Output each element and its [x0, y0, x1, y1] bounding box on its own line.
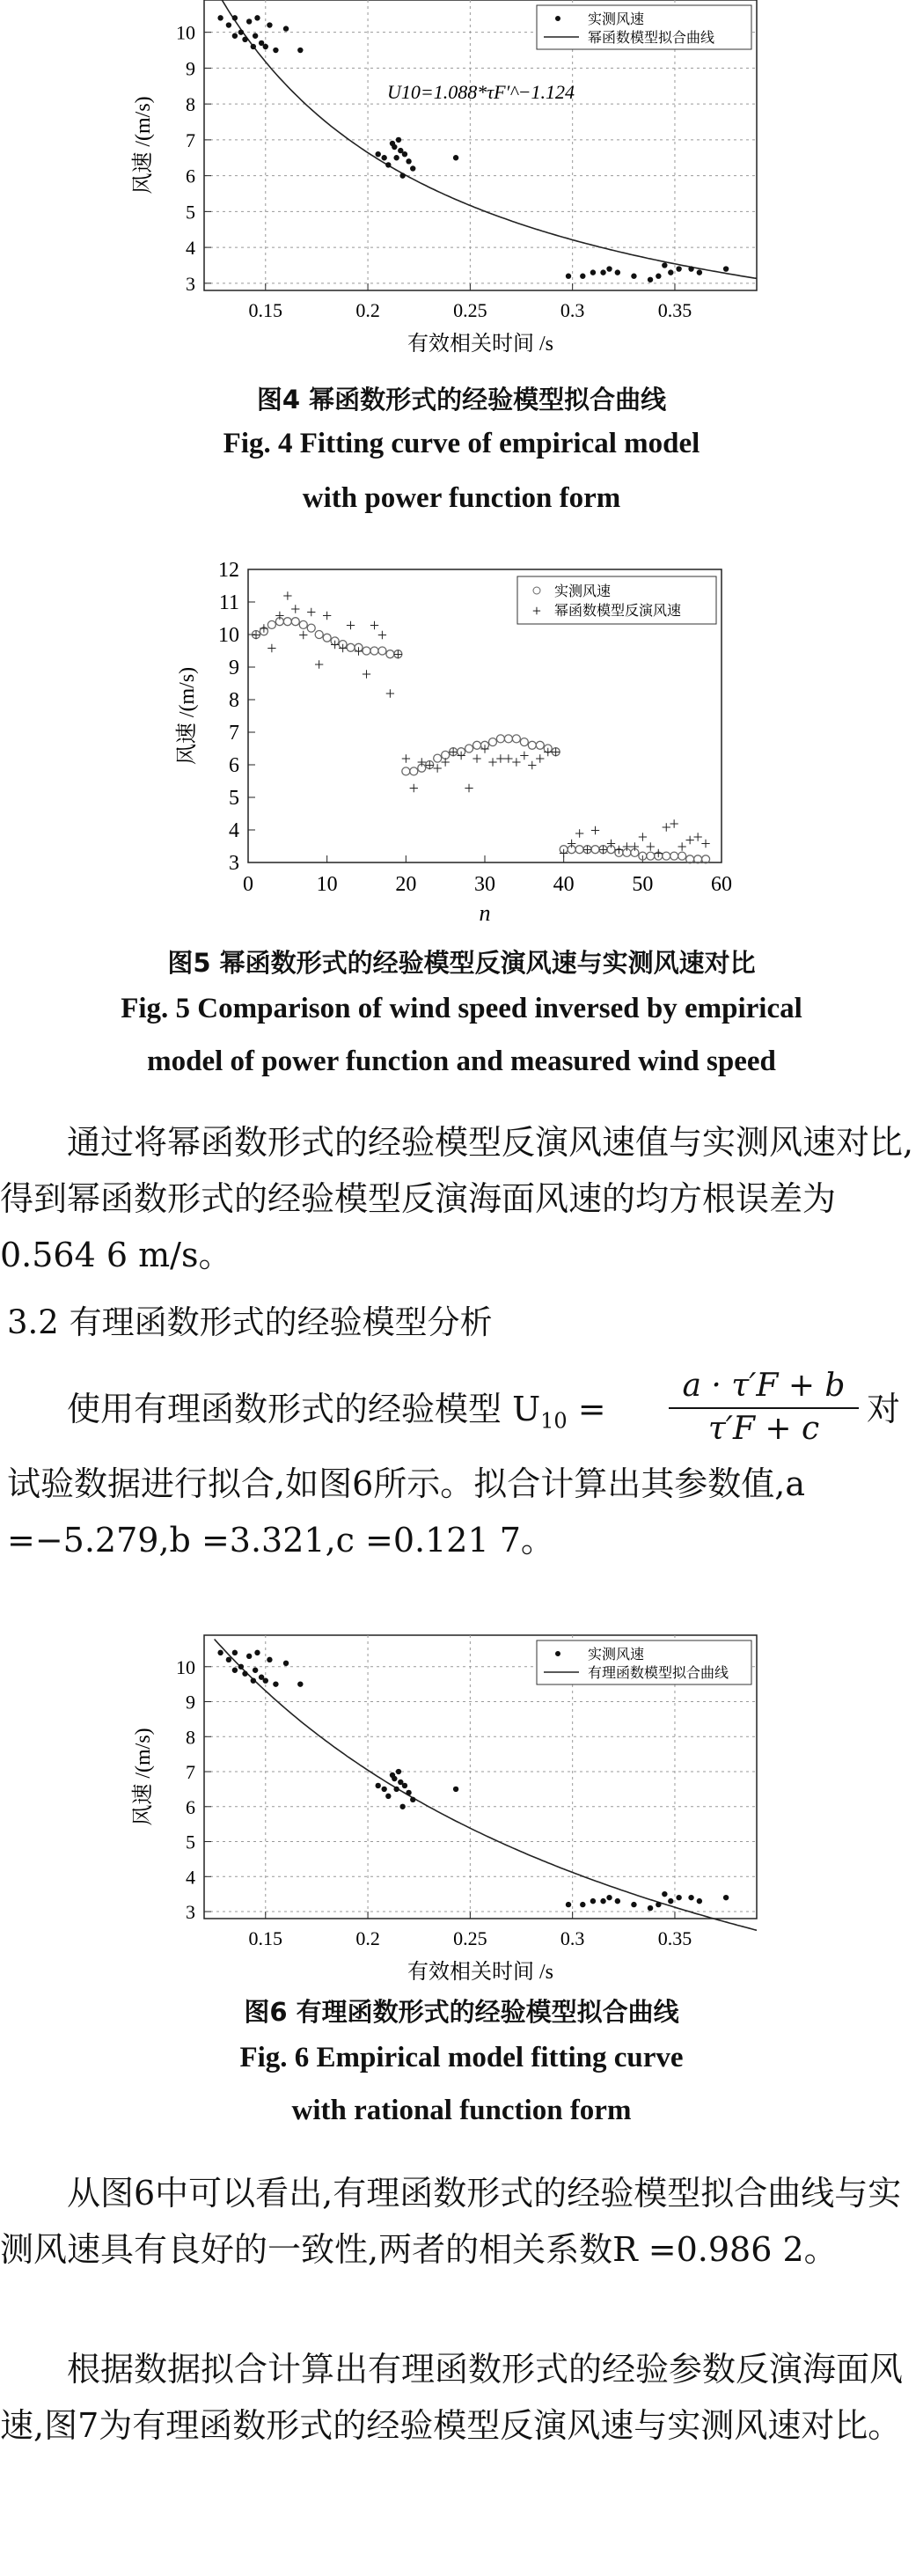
data-point	[566, 1902, 571, 1907]
data-point	[590, 1898, 596, 1904]
inversed-point: +	[456, 745, 466, 766]
data-point	[385, 162, 391, 167]
y-tick-label: 6	[186, 165, 195, 187]
x-tick-label: 0.2	[355, 1927, 380, 1949]
inversed-point: +	[424, 756, 435, 775]
inversed-point: +	[503, 749, 514, 769]
y-tick-label: 9	[229, 657, 239, 679]
y-tick-label: 3	[229, 852, 239, 875]
data-point	[267, 1657, 272, 1662]
inversed-point: +	[440, 752, 451, 773]
y-tick-label: 10	[176, 1655, 195, 1678]
para2-tail: 对	[867, 1390, 901, 1428]
x-tick-label: 0.25	[453, 299, 487, 321]
x-tick-label: 30	[474, 873, 495, 896]
paragraph-figure7-intro: 根据数据拟合计算出有理函数形式的经验参数反演海面风速,图7为有理函数形式的经验模型反演风速与实测风速对比。	[0, 2350, 904, 2445]
fig5-caption-en-1: Fig. 5 Comparison of wind speed inversed by empirical	[121, 993, 802, 1024]
inversed-point: +	[637, 827, 648, 848]
figure-4-chart	[0, 0, 923, 370]
data-point	[688, 1895, 693, 1900]
legend-label-curve: 幂函数模型拟合曲线	[588, 31, 715, 46]
x-tick-label: 0	[243, 873, 253, 896]
data-point	[385, 1794, 391, 1799]
inversed-point: +	[677, 837, 687, 857]
inversed-point: +	[605, 833, 617, 854]
data-point	[232, 1650, 238, 1655]
data-point	[242, 1671, 247, 1677]
data-point	[399, 1804, 405, 1809]
fig4-caption-cn: 图4 幂函数形式的经验模型拟合曲线	[256, 385, 667, 415]
inversed-point: +	[251, 626, 261, 645]
inversed-point: +	[345, 615, 356, 635]
y-tick-label: 5	[186, 1831, 195, 1853]
inversed-point: +	[621, 837, 633, 857]
data-point	[676, 266, 681, 271]
measured-point	[363, 647, 370, 655]
u-subscript: 10	[540, 1408, 568, 1434]
x-tick-label: 0.25	[453, 1927, 487, 1949]
data-point	[381, 155, 386, 160]
inversed-point: +	[361, 664, 372, 685]
data-point	[688, 266, 693, 271]
y-tick-label: 7	[229, 722, 239, 745]
measured-point	[520, 738, 528, 746]
y-tick-label: 4	[229, 819, 239, 842]
data-point	[226, 22, 231, 27]
y-tick-label: 4	[186, 1866, 195, 1889]
data-point	[453, 1787, 458, 1792]
fig6-caption-cn: 图6 有理函数形式的经验模型拟合曲线	[244, 1997, 679, 2027]
y-tick-label: 7	[186, 1761, 195, 1784]
inversed-point: +	[369, 615, 380, 635]
inversed-point: +	[692, 827, 703, 848]
figure-6-chart	[0, 1619, 923, 1989]
data-point	[668, 1898, 673, 1904]
paragraph-parameters: 试验数据进行拟合,如图6所示。拟合计算出其参数值,a =−5.279,b =3.321,c =0.121 7。	[7, 1464, 805, 1560]
inversed-point: +	[519, 745, 530, 766]
measured-point	[663, 852, 670, 860]
fig5-caption-en-2: model of power function and measured wind speed	[147, 1046, 776, 1077]
data-point	[676, 1895, 681, 1900]
inversed-point: +	[495, 749, 506, 769]
x-tick-label: 0.2	[355, 299, 380, 321]
measured-point	[504, 735, 512, 743]
y-tick-label: 4	[186, 237, 195, 260]
data-point	[396, 137, 401, 143]
x-tick-label: 60	[711, 873, 732, 896]
data-point	[283, 1661, 289, 1666]
x-tick-label: 50	[632, 873, 654, 896]
inversed-point: +	[337, 638, 348, 658]
y-tick-label: 10	[218, 624, 239, 647]
y-tick-label: 6	[186, 1795, 195, 1818]
data-point	[232, 33, 238, 39]
data-point	[656, 274, 661, 279]
legend-marker-inversed: +	[531, 602, 542, 620]
data-point	[580, 274, 585, 279]
data-point	[631, 1902, 636, 1907]
y-tick-label: 9	[186, 57, 195, 80]
data-point	[273, 48, 278, 53]
section-heading-3-2: 3.2 有理函数形式的经验模型分析	[7, 1303, 493, 1341]
y-tick-label: 7	[186, 128, 195, 151]
data-point	[631, 274, 636, 279]
y-tick-label: 10	[176, 21, 195, 44]
inversed-point: +	[487, 752, 498, 773]
inversed-point: +	[597, 840, 609, 861]
inversed-point: +	[385, 684, 396, 704]
inversed-point: +	[267, 638, 277, 658]
inversed-point: +	[472, 749, 482, 769]
data-point	[242, 37, 247, 42]
data-point	[590, 269, 596, 275]
inversed-point: +	[329, 635, 341, 656]
y-axis-label: 风速 /(m/s)	[176, 666, 199, 766]
data-point	[263, 44, 268, 49]
data-point	[253, 33, 258, 39]
inversed-point: +	[669, 814, 679, 834]
inversed-point: +	[582, 840, 593, 861]
inversed-point: +	[322, 605, 333, 626]
data-point	[606, 266, 612, 271]
data-point	[263, 1677, 268, 1683]
inversed-point: +	[551, 743, 561, 763]
data-point	[723, 266, 729, 271]
data-point	[254, 1650, 260, 1655]
inversed-point: +	[275, 605, 285, 626]
x-tick-label: 0.35	[657, 299, 692, 321]
data-point	[393, 155, 399, 160]
data-point	[251, 1677, 256, 1683]
y-tick-label: 11	[218, 591, 239, 614]
data-point	[697, 1898, 702, 1904]
inversed-point: +	[543, 743, 553, 763]
paragraph-rmse: 通过将幂函数形式的经验模型反演风速值与实测风速对比,得到幂函数形式的经验模型反演海面风速的均方根误差为0.564 6 m/s。	[0, 1123, 914, 1274]
inversed-point: +	[653, 843, 663, 863]
data-point	[283, 26, 289, 31]
inversed-point: +	[511, 752, 522, 773]
inversed-point: +	[306, 603, 317, 623]
data-point	[662, 262, 667, 268]
x-axis-label: 有效相关时间 /s	[407, 333, 554, 356]
y-tick-label: 6	[229, 754, 239, 777]
inversed-point: +	[613, 840, 625, 861]
measured-point	[307, 624, 315, 632]
inversed-point: +	[448, 743, 458, 763]
legend-label-points: 实测风速	[588, 12, 645, 27]
para2-lead: 使用有理函数形式的经验模型 U	[67, 1390, 541, 1428]
inversed-point: +	[298, 626, 309, 645]
fig4-caption-en-1: Fig. 4 Fitting curve of empirical model	[223, 428, 700, 459]
x-tick-label: 40	[553, 873, 575, 896]
data-point	[381, 1787, 386, 1792]
x-axis-label: 有效相关时间 /s	[407, 1961, 554, 1984]
data-point	[246, 1654, 252, 1659]
y-tick-label: 8	[186, 93, 195, 116]
inversed-point: +	[416, 752, 427, 773]
data-point	[232, 1668, 238, 1673]
data-point	[615, 269, 620, 275]
data-point	[254, 15, 260, 20]
measured-point	[488, 738, 496, 746]
y-tick-label: 8	[229, 689, 239, 712]
legend-label-curve: 有理函数模型拟合曲线	[588, 1666, 729, 1681]
data-point	[392, 144, 397, 150]
data-point	[566, 274, 571, 279]
data-point	[668, 269, 673, 275]
data-point	[656, 1902, 661, 1907]
x-tick-label: 10	[316, 873, 338, 896]
y-tick-label: 3	[186, 1901, 195, 1924]
data-point	[606, 1895, 612, 1900]
y-tick-label: 9	[186, 1691, 195, 1714]
x-tick-label: 0.15	[248, 299, 283, 321]
paragraph-correlation: 从图6中可以看出,有理函数形式的经验模型拟合曲线与实测风速具有良好的一致性,两者的相关系数R =0.986 2。	[0, 2174, 902, 2269]
fig4-caption-en-2: with power function form	[302, 482, 621, 514]
inversed-point: +	[392, 645, 404, 665]
x-tick-label: 0.3	[560, 1927, 585, 1949]
inversed-point: +	[645, 837, 656, 857]
data-point	[648, 1905, 653, 1911]
inversed-point: +	[259, 619, 269, 639]
fraction	[669, 1368, 859, 1447]
fig6-caption-en-1: Fig. 6 Empirical model fitting curve	[239, 2042, 684, 2073]
data-point	[723, 1895, 729, 1900]
inversed-point: +	[282, 586, 293, 606]
legend-label-points: 实测风速	[588, 1648, 645, 1662]
y-axis-label: 风速 /(m/s)	[132, 96, 155, 194]
inversed-point: +	[574, 824, 585, 844]
inversed-point: +	[353, 642, 364, 662]
measured-point	[315, 631, 323, 639]
inversed-point: +	[432, 759, 443, 779]
data-point	[615, 1898, 620, 1904]
measured-point	[370, 647, 378, 655]
inversed-point: +	[527, 756, 538, 775]
data-point	[246, 18, 252, 24]
inversed-point: +	[661, 818, 671, 838]
data-point	[376, 151, 381, 157]
data-point	[648, 277, 653, 283]
y-tick-label: 8	[186, 1726, 195, 1749]
data-point	[238, 29, 244, 34]
data-point	[251, 44, 256, 49]
inversed-point: +	[629, 837, 641, 857]
data-point	[410, 1797, 415, 1802]
data-point	[453, 155, 458, 160]
inversed-point: +	[535, 749, 546, 769]
data-point	[410, 165, 415, 171]
data-point	[232, 15, 238, 20]
data-point	[217, 1650, 223, 1655]
inversed-point: +	[314, 655, 325, 675]
data-point	[393, 1787, 399, 1792]
data-point	[376, 1783, 381, 1788]
measured-point	[496, 735, 504, 743]
y-tick-label: 5	[229, 787, 239, 810]
inversed-point: +	[377, 626, 388, 645]
inversed-point: +	[400, 749, 411, 769]
inversed-point: +	[408, 778, 419, 798]
inversed-point: +	[685, 831, 695, 851]
data-point	[600, 1898, 605, 1904]
data-point	[396, 1769, 401, 1774]
measured-point	[512, 735, 520, 743]
fig5-caption-cn: 图5 幂函数形式的经验模型反演风速与实测风速对比	[167, 948, 756, 978]
x-tick-label: 0.3	[560, 299, 585, 321]
data-point	[600, 269, 605, 275]
fraction-numerator: a · τ′F + b	[682, 1368, 846, 1404]
figure-5-chart	[0, 541, 923, 942]
inversed-point: +	[480, 739, 490, 760]
data-point	[402, 151, 407, 157]
legend-marker-points	[555, 16, 560, 21]
y-tick-label: 3	[186, 272, 195, 295]
data-point	[238, 1664, 244, 1670]
data-point	[406, 1790, 411, 1795]
data-point	[580, 1902, 585, 1907]
inversed-point: +	[590, 821, 601, 840]
y-axis-label: 风速 /(m/s)	[132, 1728, 155, 1826]
y-tick-label: 5	[186, 201, 195, 224]
x-tick-label: 0.35	[657, 1927, 692, 1949]
inversed-point: +	[700, 833, 711, 854]
fraction-bar	[669, 1407, 859, 1409]
inversed-point: +	[566, 833, 577, 854]
x-tick-label: 0.15	[248, 1927, 283, 1949]
data-point	[226, 1657, 231, 1662]
data-point	[297, 48, 303, 53]
fit-equation-annotation: U10=1.088*τF′^−1.124	[387, 81, 575, 103]
legend-label-inversed: 幂函数模型反演风速	[554, 604, 682, 619]
x-axis-label: n	[479, 900, 491, 926]
inversed-point: +	[559, 843, 569, 863]
measured-point	[528, 741, 536, 749]
fig6-caption-en-2: with rational function form	[291, 2095, 632, 2126]
data-point	[402, 1783, 407, 1788]
data-point	[273, 1681, 278, 1686]
data-point	[297, 1681, 303, 1686]
equals-sign: =	[567, 1390, 606, 1428]
data-point	[392, 1776, 397, 1781]
data-point	[406, 158, 411, 164]
data-point	[662, 1891, 667, 1897]
inversed-point: +	[464, 778, 474, 798]
data-point	[399, 172, 405, 178]
data-point	[697, 269, 702, 275]
legend-marker-points	[555, 1651, 560, 1656]
fraction-denominator: τ′F + c	[707, 1411, 820, 1447]
y-tick-label: 12	[218, 559, 239, 582]
data-point	[267, 22, 272, 27]
legend-label-measured: 实测风速	[554, 584, 612, 599]
inversed-point: +	[290, 599, 301, 620]
measured-point	[378, 647, 386, 655]
x-tick-label: 20	[395, 873, 417, 896]
data-point	[217, 15, 223, 20]
data-point	[253, 1668, 258, 1673]
